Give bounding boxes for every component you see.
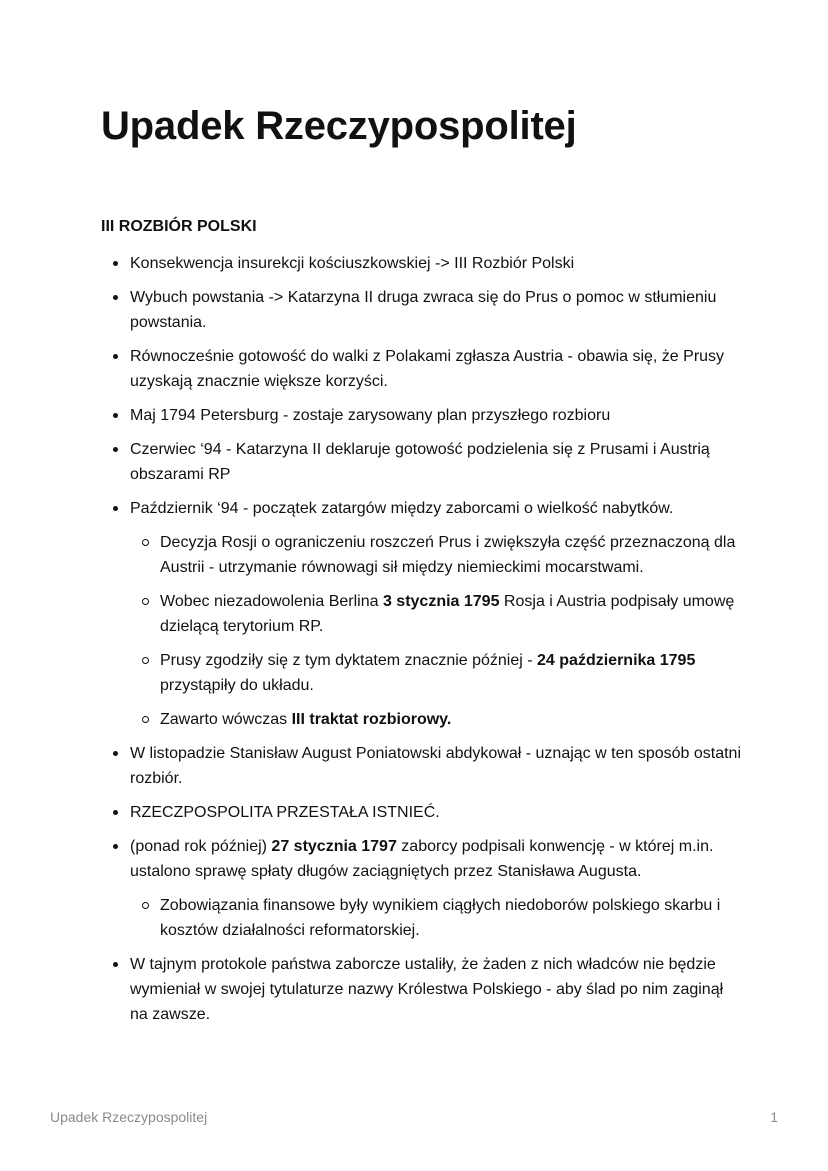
list-item: W tajnym protokole państwa zaborcze ustaliły, że żaden z nich władców nie będzie wymieniał w swojej tytulaturze nazwy Królestwa Polskiego - aby ślad po nim zaginął na zawsze. [101,952,741,1027]
list-item: Równocześnie gotowość do walki z Polakami zgłasza Austria - obawia się, że Prusy uzyskają znacznie większe korzyści. [101,344,741,394]
treaty-emphasis: III traktat rozbiorowy. [291,711,452,728]
list-item: RZECZPOSPOLITA PRZESTAŁA ISTNIEĆ. [101,800,741,825]
list-item: W listopadzie Stanisław August Poniatowski abdykował - uznając w ten sposób ostatni rozbiór. [101,741,741,791]
date-emphasis: 24 października 1795 [537,652,696,669]
bullet-list [101,251,741,1036]
list-item: Październik ‘94 - początek zatargów między zaborcami o wielkość nabytków. Decyzja Rosji o ograniczeniu roszczeń Prus i zwiększyła część przeznaczoną dla Austrii - utrzymanie równowagi sił między niemieckimi mocarstwami. Wobec niezadowolenia Berlina 3 stycznia 1795 Rosja i Austria podpisały umowę dzielącą terytorium RP. Prusy zgodziły się z tym dyktatem znacznie później - 24 października 1795 przystąpiły do układu. Zawarto wówczas III traktat rozbiorowy. [101,496,741,732]
sub-list-item: Zawarto wówczas III traktat rozbiorowy. [130,707,741,732]
footer-document-title: Upadek Rzeczypospolitej [50,1109,208,1125]
list-item: (ponad rok później) 27 stycznia 1797 zaborcy podpisali konwencję - w której m.in. ustalono sprawę spłaty długów zaciągniętych przez Stanisława Augusta. Zobowiązania finansowe były wynikiem ciągłych niedoborów polskiego skarbu i kosztów działalności reformatorskiej. [101,834,741,943]
sub-list-item: Prusy zgodziły się z tym dyktatem znacznie później - 24 października 1795 przystąpiły do układu. [130,648,741,698]
section-heading: III ROZBIÓR POLSKI [101,218,257,235]
sub-list-item: Zobowiązania finansowe były wynikiem ciągłych niedoborów polskiego skarbu i kosztów działalności reformatorskiej. [130,893,741,943]
list-item: Maj 1794 Petersburg - zostaje zarysowany plan przyszłego rozbioru [101,403,741,428]
sub-bullet-list [130,530,741,732]
date-emphasis: 27 stycznia 1797 [271,838,397,855]
list-item: Konsekwencja insurekcji kościuszkowskiej -> III Rozbiór Polski [101,251,741,276]
footer-page-number: 1 [770,1109,778,1125]
sub-list-item: Decyzja Rosji o ograniczeniu roszczeń Prus i zwiększyła część przeznaczoną dla Austrii - utrzymanie równowagi sił między niemieckimi mocarstwami. [130,530,741,580]
list-item: Wybuch powstania -> Katarzyna II druga zwraca się do Prus o pomoc w stłumieniu powstania. [101,285,741,335]
page-title: Upadek Rzeczypospolitej [101,104,577,148]
date-emphasis: 3 stycznia 1795 [382,593,500,610]
list-item: Czerwiec ‘94 - Katarzyna II deklaruje gotowość podzielenia się z Prusami i Austrią obszarami RP [101,437,741,487]
sub-list-item: Wobec niezadowolenia Berlina 3 stycznia 1795 Rosja i Austria podpisały umowę dzielącą terytorium RP. [130,589,741,639]
sub-bullet-list [130,893,741,943]
